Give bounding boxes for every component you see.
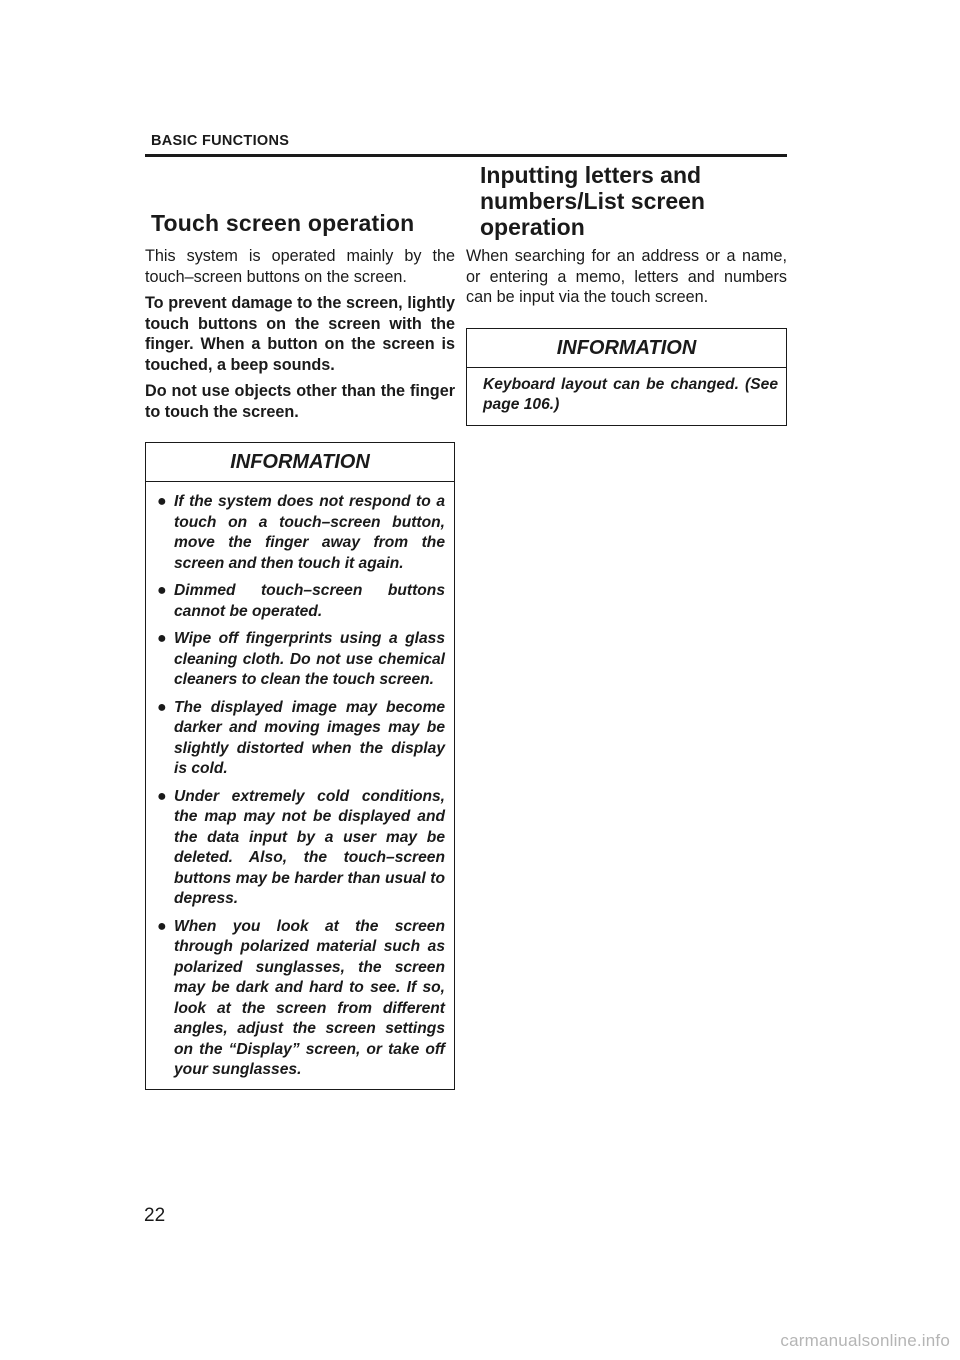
right-heading bbox=[480, 162, 780, 240]
right-heading-line-1: Inputting letters and bbox=[480, 162, 702, 188]
right-heading-line-3: operation bbox=[480, 214, 585, 240]
page-number: 22 bbox=[144, 1205, 166, 1226]
information-item bbox=[157, 581, 445, 622]
bullet-icon: ● bbox=[157, 698, 167, 716]
information-item-text: If the system does not respond to a touch on a touch–screen button, move the finger away from the screen and then touch it again. bbox=[174, 493, 445, 572]
information-title-right: INFORMATION bbox=[467, 329, 786, 368]
information-box-right bbox=[466, 328, 787, 426]
information-item-text: Wipe off fingerprints using a glass cleaning cloth. Do not use chemical cleaners to clean the touch screen. bbox=[174, 630, 445, 688]
right-column bbox=[466, 246, 787, 426]
bullet-icon: ● bbox=[157, 582, 167, 599]
information-item-text: The displayed image may become darker and moving images may be slightly distorted when the display is cold. bbox=[174, 698, 445, 777]
information-title: INFORMATION bbox=[146, 443, 454, 482]
left-paragraph-1: This system is operated mainly by the touch–screen buttons on the screen. bbox=[145, 247, 455, 286]
information-item bbox=[157, 917, 445, 1081]
bullet-icon: ● bbox=[157, 493, 167, 510]
section-label: BASIC FUNCTIONS bbox=[151, 133, 290, 149]
left-heading: Touch screen operation bbox=[151, 210, 415, 236]
information-list bbox=[146, 482, 454, 1089]
right-paragraph-1: When searching for an address or a name, or entering a memo, letters and numbers can be input via the touch screen. bbox=[466, 247, 787, 306]
left-paragraph-2: To prevent damage to the screen, lightly touch buttons on the screen with the finger. When a button on the screen is touched, a beep sounds. bbox=[145, 294, 455, 374]
information-item bbox=[157, 698, 445, 780]
left-column bbox=[145, 246, 455, 1090]
header-rule bbox=[145, 154, 787, 157]
information-note: Keyboard layout can be changed. (See page 106.) bbox=[483, 375, 778, 413]
bullet-icon: ● bbox=[157, 917, 167, 935]
left-paragraph-3: Do not use objects other than the finger to touch the screen. bbox=[145, 382, 455, 421]
bullet-icon: ● bbox=[157, 630, 167, 647]
information-box bbox=[145, 442, 455, 1090]
information-item-text: Under extremely cold conditions, the map may not be displayed and the data input by a user may be deleted. Also, the touch–screen buttons may be harder than usual to depress. bbox=[174, 787, 445, 907]
information-item bbox=[157, 629, 445, 691]
bullet-icon: ● bbox=[157, 787, 167, 805]
information-item bbox=[157, 787, 445, 910]
right-heading-line-2: numbers/List screen bbox=[480, 188, 705, 214]
information-item-text: Dimmed touch–screen buttons cannot be operated. bbox=[174, 582, 445, 620]
information-item-text: When you look at the screen through polarized material such as polarized sunglasses, the screen may be dark and hard to see. If so, look at the screen from different angles, adjust the screen settings on the “Display” screen, or take off your sunglasses. bbox=[174, 917, 445, 1078]
information-item bbox=[157, 492, 445, 574]
watermark: carmanualsonline.info bbox=[780, 1331, 950, 1350]
